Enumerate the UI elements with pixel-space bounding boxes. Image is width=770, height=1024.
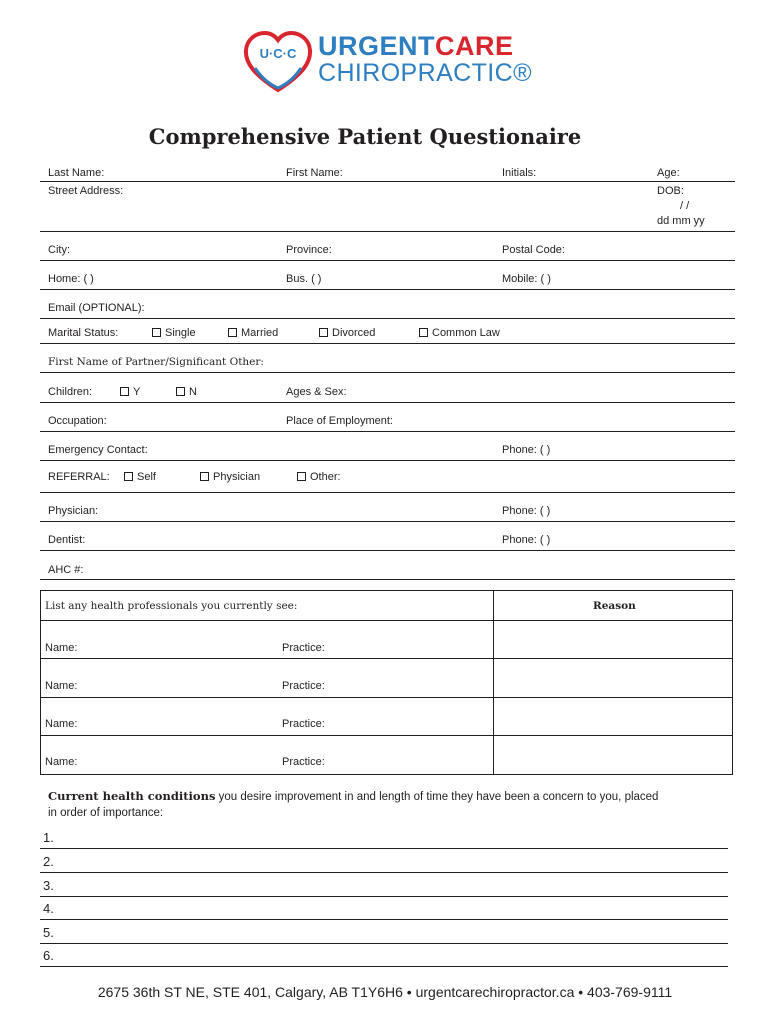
- checkbox-icon[interactable]: [228, 328, 237, 337]
- health-professionals-header: List any health professionals you currently see:: [45, 600, 298, 612]
- divider: [40, 735, 733, 736]
- email-label: Email (OPTIONAL):: [48, 302, 145, 314]
- checkbox-icon[interactable]: [419, 328, 428, 337]
- partner-label: First Name of Partner/Significant Other:: [48, 356, 264, 368]
- ages-sex-label: Ages & Sex:: [286, 386, 347, 398]
- divider: [40, 658, 733, 659]
- province-label: Province:: [286, 244, 332, 256]
- physician-phone-label: Phone: ( ): [502, 505, 551, 517]
- divider: [40, 620, 733, 621]
- condition-number: 3.: [43, 878, 54, 893]
- health-professionals-table: [40, 590, 733, 775]
- divider: [40, 260, 735, 261]
- referral-option-other[interactable]: Other:: [297, 471, 341, 483]
- heart-logo-icon: [243, 30, 313, 94]
- children-label: Children:: [48, 386, 93, 398]
- referral-option-self[interactable]: Self: [124, 471, 156, 483]
- reason-header: Reason: [593, 600, 636, 612]
- referral-option-physician[interactable]: Physician: [200, 471, 260, 483]
- divider: [40, 431, 735, 432]
- condition-line[interactable]: [40, 872, 728, 873]
- city-label: City:: [48, 244, 70, 256]
- professional-practice-label: Practice:: [282, 756, 325, 768]
- divider: [40, 460, 735, 461]
- divider: [40, 289, 735, 290]
- professional-name-label: Name:: [45, 756, 78, 768]
- footer-contact: 2675 36th ST NE, STE 401, Calgary, AB T1Y6H6 • urgentcarechiropractor.ca • 403-769-9111: [97, 984, 673, 1000]
- condition-number: 1.: [43, 830, 54, 845]
- divider: [40, 181, 735, 182]
- children-option-no[interactable]: N: [176, 386, 197, 398]
- place-of-employment-label: Place of Employment:: [286, 415, 393, 427]
- condition-number: 2.: [43, 854, 54, 869]
- postal-code-label: Postal Code:: [502, 244, 565, 256]
- checkbox-icon[interactable]: [120, 387, 129, 396]
- condition-line[interactable]: [40, 966, 728, 967]
- last-name-label: Last Name:: [48, 167, 105, 179]
- dentist-phone-label: Phone: ( ): [502, 534, 551, 546]
- checkbox-icon[interactable]: [176, 387, 185, 396]
- svg-text:U·C·C: U·C·C: [259, 46, 297, 61]
- dentist-label: Dentist:: [48, 534, 86, 546]
- professional-practice-label: Practice:: [282, 680, 325, 692]
- professional-name-label: Name:: [45, 680, 78, 692]
- divider: [40, 402, 735, 403]
- marital-status-label: Marital Status:: [48, 327, 119, 339]
- condition-line[interactable]: [40, 896, 728, 897]
- table-column-divider: [493, 590, 494, 775]
- emergency-contact-label: Emergency Contact:: [48, 444, 148, 456]
- occupation-label: Occupation:: [48, 415, 107, 427]
- first-name-label: First Name:: [286, 167, 343, 179]
- condition-line[interactable]: [40, 848, 728, 849]
- professional-name-label: Name:: [45, 642, 78, 654]
- divider: [40, 579, 735, 580]
- professional-name-label: Name:: [45, 718, 78, 730]
- condition-number: 6.: [43, 948, 54, 963]
- dob-slashes: / /: [680, 200, 690, 212]
- professional-practice-label: Practice:: [282, 642, 325, 654]
- brand-name-line1: URGENTCARE: [318, 31, 514, 61]
- marital-option-divorced[interactable]: Divorced: [319, 327, 375, 339]
- checkbox-icon[interactable]: [297, 472, 306, 481]
- checkbox-icon[interactable]: [124, 472, 133, 481]
- initials-label: Initials:: [502, 167, 537, 179]
- children-option-yes[interactable]: Y: [120, 386, 140, 398]
- page-title: Comprehensive Patient Questionaire: [148, 124, 582, 149]
- condition-number: 4.: [43, 901, 54, 916]
- referral-label: REFERRAL:: [48, 471, 110, 483]
- marital-option-married[interactable]: Married: [228, 327, 278, 339]
- divider: [40, 521, 735, 522]
- conditions-instructions: Current health conditions you desire improvement in and length of time they have been a concern to you, placed in order of importance:: [48, 789, 659, 819]
- checkbox-icon[interactable]: [200, 472, 209, 481]
- ahc-label: AHC #:: [48, 564, 84, 576]
- checkbox-icon[interactable]: [319, 328, 328, 337]
- dob-label: DOB:: [657, 185, 684, 197]
- divider: [40, 231, 735, 232]
- mobile-phone-label: Mobile: ( ): [502, 273, 551, 285]
- divider: [40, 318, 735, 319]
- checkbox-icon[interactable]: [152, 328, 161, 337]
- physician-label: Physician:: [48, 505, 99, 517]
- brand-name-line2: CHIROPRACTIC®: [318, 59, 532, 87]
- condition-line[interactable]: [40, 943, 728, 944]
- professional-practice-label: Practice:: [282, 718, 325, 730]
- home-phone-label: Home: ( ): [48, 273, 94, 285]
- marital-option-single[interactable]: Single: [152, 327, 196, 339]
- business-phone-label: Bus. ( ): [286, 273, 322, 285]
- age-label: Age:: [657, 167, 680, 179]
- divider: [40, 697, 733, 698]
- divider: [40, 343, 735, 344]
- street-address-label: Street Address:: [48, 185, 124, 197]
- marital-option-common-law[interactable]: Common Law: [419, 327, 500, 339]
- condition-line[interactable]: [40, 919, 728, 920]
- divider: [40, 492, 735, 493]
- emergency-phone-label: Phone: ( ): [502, 444, 551, 456]
- divider: [40, 372, 735, 373]
- condition-number: 5.: [43, 925, 54, 940]
- divider: [40, 550, 735, 551]
- dob-format: dd mm yy: [657, 215, 705, 227]
